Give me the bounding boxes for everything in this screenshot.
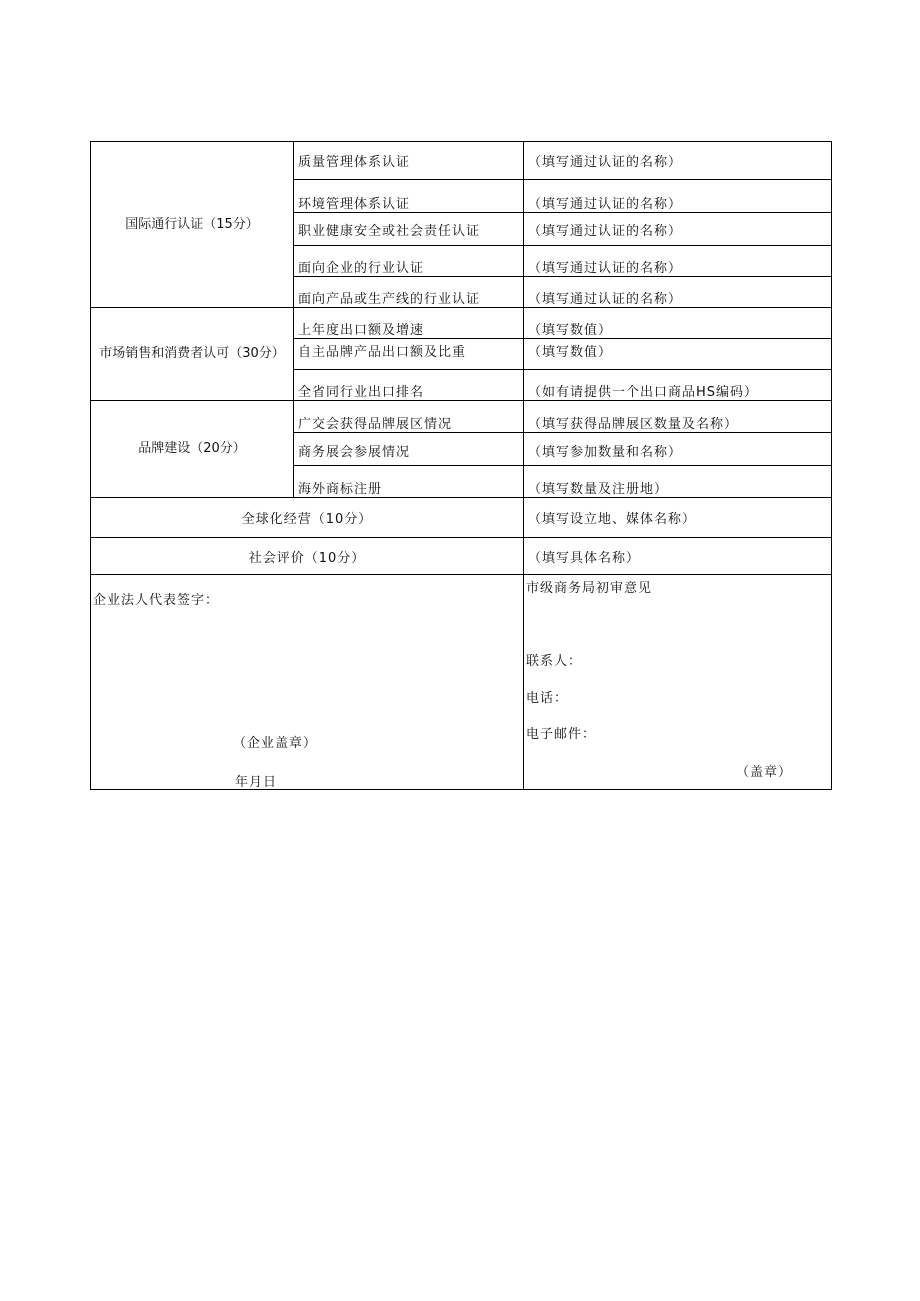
email-label: 电子邮件： bbox=[526, 727, 597, 742]
item-hint: （填写数量及注册地） bbox=[524, 466, 832, 498]
category-cell: 国际通行认证（15分） bbox=[91, 142, 294, 308]
row-label: 全球化经营（10分） bbox=[91, 498, 524, 538]
item-name: 广交会获得品牌展区情况 bbox=[294, 401, 524, 433]
item-name: 质量管理体系认证 bbox=[294, 142, 524, 180]
item-hint: （填写具体名称） bbox=[524, 538, 832, 575]
item-name: 全省同行业出口排名 bbox=[294, 370, 524, 401]
item-name: 上年度出口额及增速 bbox=[294, 308, 524, 339]
item-hint: （填写通过认证的名称） bbox=[524, 277, 832, 308]
item-hint: （填写参加数量和名称） bbox=[524, 433, 832, 466]
enterprise-signature-cell bbox=[91, 575, 524, 790]
table-row bbox=[91, 498, 832, 538]
item-hint: （填写数值） bbox=[524, 308, 832, 339]
item-hint: （如有请提供一个出口商品HS编码） bbox=[524, 370, 832, 401]
bureau-seal-label: （盖章） bbox=[736, 765, 793, 780]
legal-rep-signature-label: 企业法人代表签字： bbox=[93, 593, 220, 608]
item-hint: （填写数值） bbox=[524, 339, 832, 370]
item-name: 环境管理体系认证 bbox=[294, 180, 524, 213]
table-row bbox=[91, 142, 832, 180]
item-name: 职业健康安全或社会责任认证 bbox=[294, 213, 524, 246]
item-hint: （填写通过认证的名称） bbox=[524, 180, 832, 213]
item-name: 商务展会参展情况 bbox=[294, 433, 524, 466]
item-name: 面向企业的行业认证 bbox=[294, 246, 524, 277]
table-row bbox=[91, 401, 832, 433]
item-hint: （填写通过认证的名称） bbox=[524, 142, 832, 180]
evaluation-form-table bbox=[90, 141, 832, 790]
category-cell: 品牌建设（20分） bbox=[91, 401, 294, 498]
bureau-opinion-cell bbox=[524, 575, 832, 790]
item-hint: （填写设立地、媒体名称） bbox=[524, 498, 832, 538]
signature-row bbox=[91, 575, 832, 790]
contact-label: 联系人： bbox=[526, 654, 583, 669]
item-name: 自主品牌产品出口额及比重 bbox=[294, 339, 524, 370]
item-name: 海外商标注册 bbox=[294, 466, 524, 498]
table-row bbox=[91, 538, 832, 575]
category-cell: 市场销售和消费者认可（30分） bbox=[91, 308, 294, 401]
item-hint: （填写通过认证的名称） bbox=[524, 213, 832, 246]
date-label: 年月日 bbox=[235, 775, 278, 790]
enterprise-seal-label: （企业盖章） bbox=[233, 736, 318, 751]
row-label: 社会评价（10分） bbox=[91, 538, 524, 575]
item-hint: （填写获得品牌展区数量及名称） bbox=[524, 401, 832, 433]
item-name: 面向产品或生产线的行业认证 bbox=[294, 277, 524, 308]
phone-label: 电话： bbox=[526, 691, 569, 706]
table-row bbox=[91, 308, 832, 339]
bureau-opinion-title: 市级商务局初审意见 bbox=[526, 581, 653, 596]
item-hint: （填写通过认证的名称） bbox=[524, 246, 832, 277]
